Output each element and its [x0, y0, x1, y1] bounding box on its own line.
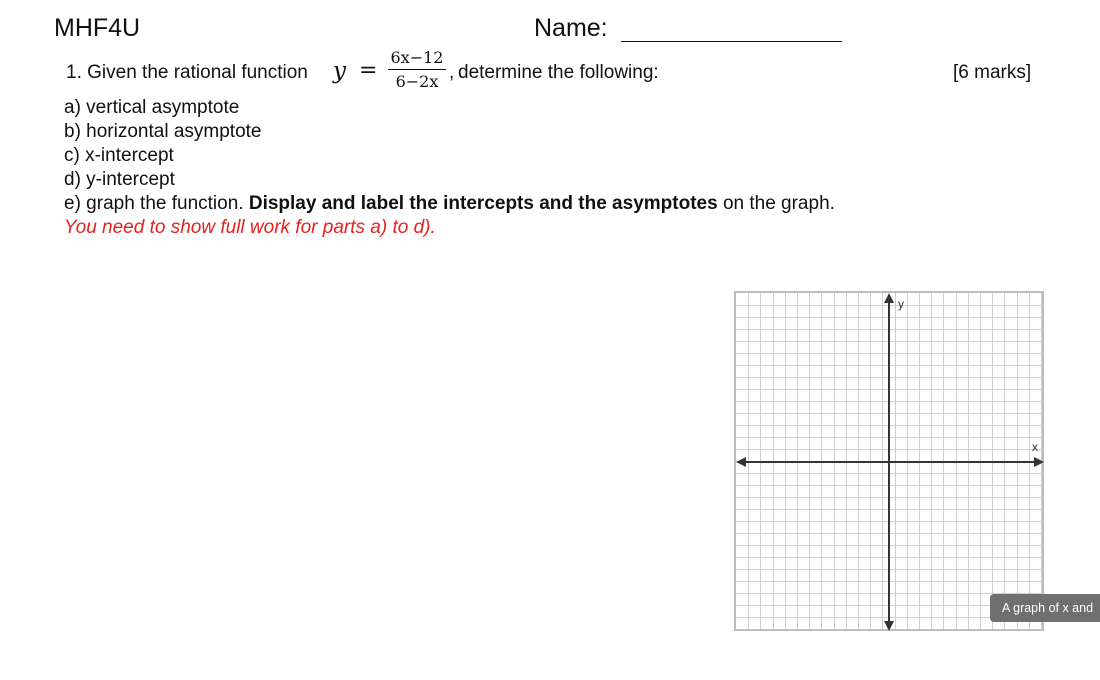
function-variable: y [333, 58, 346, 84]
question-lead: 1. Given the rational function [66, 62, 308, 83]
question-tail: determine the following: [458, 62, 659, 83]
fraction-numerator: 6x−12 [390, 48, 444, 67]
coordinate-grid [734, 291, 1046, 633]
part-c: c) x-intercept [64, 145, 174, 166]
part-b: b) horizontal asymptote [64, 121, 262, 142]
part-e-bold: Display and label the intercepts and the asymptotes [248, 193, 718, 214]
part-a: a) vertical asymptote [64, 97, 240, 118]
part-e [64, 192, 835, 216]
part-e-prefix: e) graph the function. [64, 193, 244, 214]
image-alt-tooltip: A graph of x and [990, 594, 1100, 622]
name-label: Name: [534, 14, 608, 42]
question-comma: , [449, 62, 455, 83]
marks-label: [6 marks] [953, 62, 1032, 83]
rational-function-fraction [386, 49, 448, 91]
name-blank-line [621, 41, 842, 42]
part-e-suffix: on the graph. [722, 193, 835, 214]
question-parts [64, 96, 835, 240]
part-d: d) y-intercept [64, 169, 175, 190]
fraction-denominator: 6−2x [395, 72, 439, 91]
x-axis-label: x [1032, 440, 1038, 454]
work-note: You need to show full work for parts a) to d). [64, 217, 436, 238]
course-code: MHF4U [54, 14, 141, 42]
equals-sign: = [359, 58, 378, 83]
y-axis-label: y [898, 297, 904, 311]
